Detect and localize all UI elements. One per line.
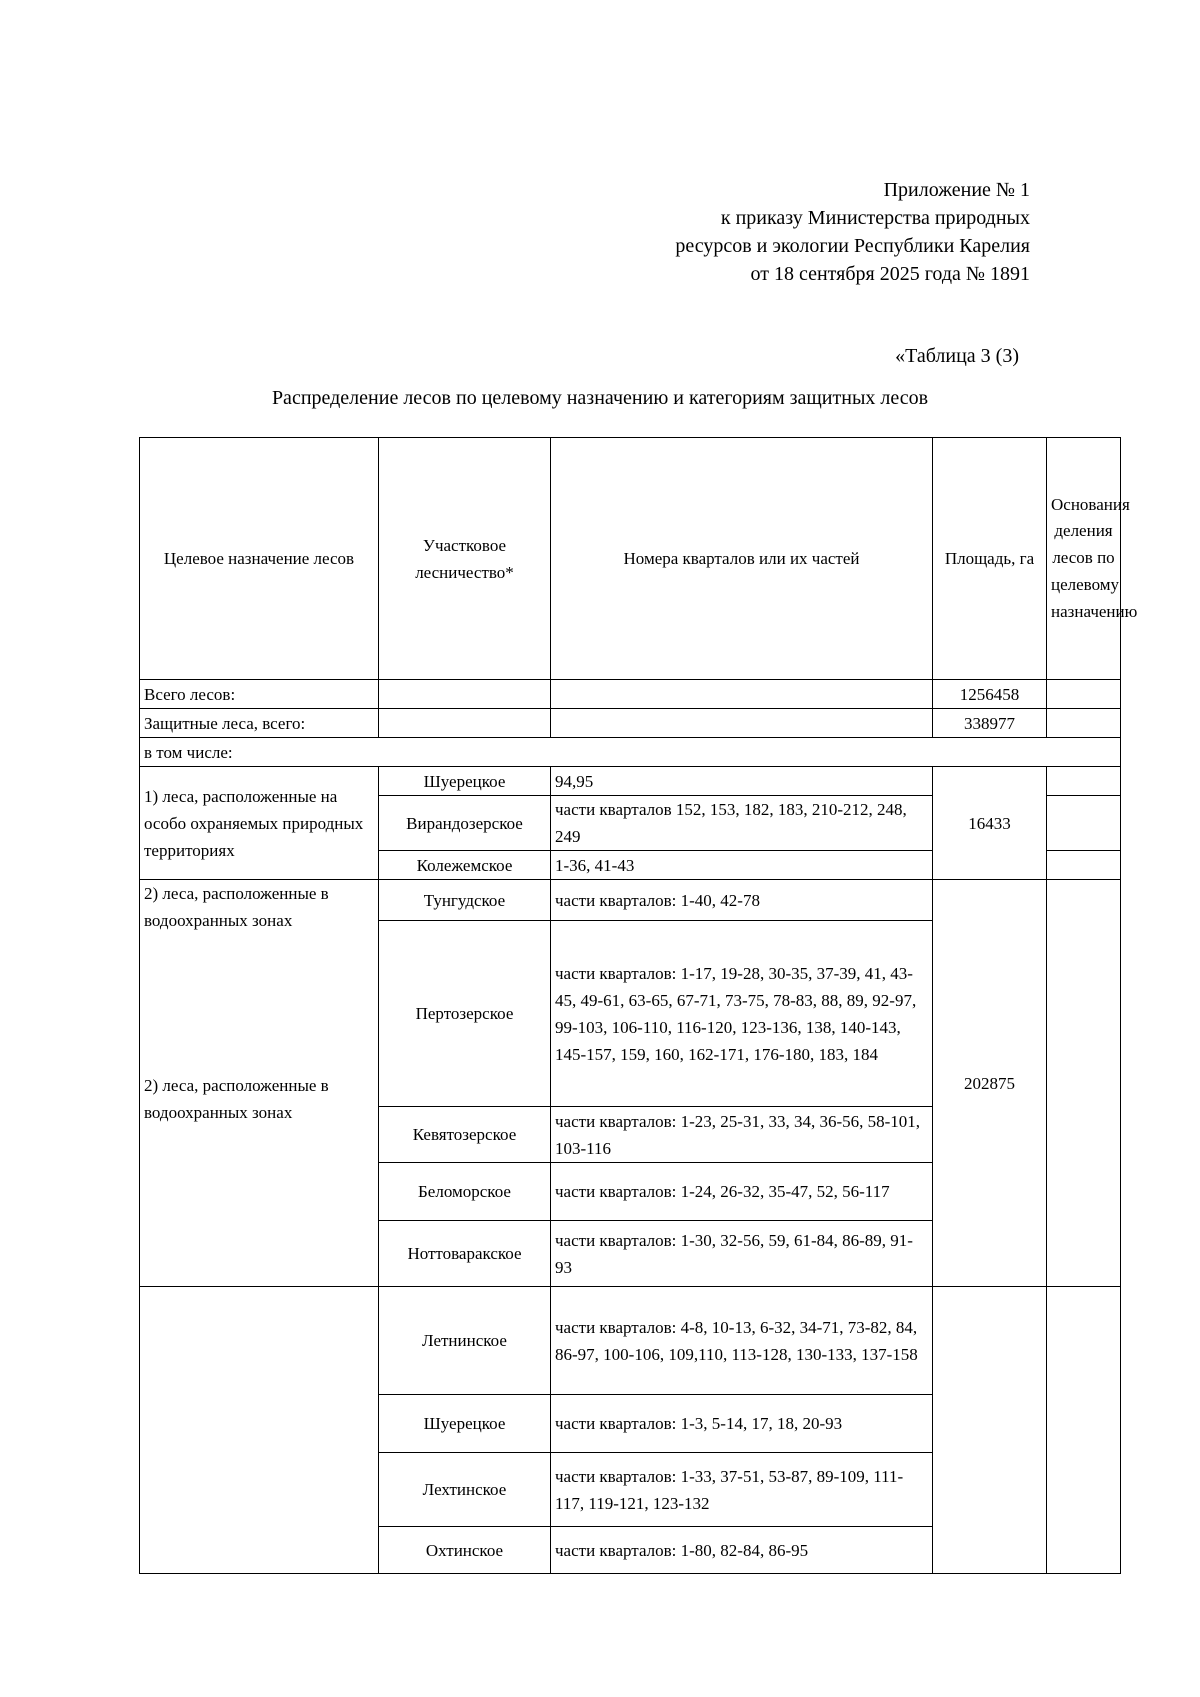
col-header-basis: Основания деления лесов по целевому назначению: [1047, 438, 1121, 680]
table-row: [140, 738, 1121, 767]
district-cell: Лехтинское: [379, 1453, 551, 1527]
table-row: [140, 709, 1121, 738]
col-header-quarters: Номера кварталов или их частей: [551, 438, 933, 680]
quarters-cell: части кварталов: 1-33, 37-51, 53-87, 89-109, 111-117, 119-121, 123-132: [551, 1453, 933, 1527]
category-water-protection-label: 2) леса, расположенные в водоохранных зонах: [144, 884, 329, 930]
area-cell-group2: 202875: [933, 880, 1047, 1287]
table-header-row: [140, 438, 1121, 680]
appendix-line-2: к приказу Министерства природных: [720, 207, 1030, 229]
district-cell: Вирандозерское: [379, 796, 551, 851]
quarters-cell: части кварталов: 1-3, 5-14, 17, 18, 20-93: [551, 1395, 933, 1453]
category-water-protection: [140, 880, 379, 1287]
col-header-district: Участковое лесничество*: [379, 438, 551, 680]
table-row: [140, 680, 1121, 709]
district-cell: Кевятозерское: [379, 1107, 551, 1163]
table-title: Распределение лесов по целевому назначению и категориям защитных лесов: [271, 387, 929, 409]
category-water-protection-repeat: 2) леса, расположенные в водоохранных зонах: [144, 1076, 329, 1122]
appendix-line-1: Приложение № 1: [883, 179, 1030, 201]
col-header-area: Площадь, га: [933, 438, 1047, 680]
col-header-purpose: Целевое назначение лесов: [140, 438, 379, 680]
quarters-cell: части кварталов: 1-40, 42-78: [551, 880, 933, 921]
forest-distribution-table: [139, 437, 1138, 1574]
appendix-line-4: от 18 сентября 2025 года № 1891: [750, 263, 1030, 285]
total-label: Всего лесов:: [140, 680, 379, 709]
appendix-line-3: ресурсов и экологии Республики Карелия: [675, 235, 1030, 257]
district-cell: Шуерецкое: [379, 767, 551, 796]
table-row: [140, 767, 1121, 796]
district-cell: Ноттоваракское: [379, 1221, 551, 1287]
protective-label: Защитные леса, всего:: [140, 709, 379, 738]
district-cell: Летнинское: [379, 1287, 551, 1395]
quarters-cell: части кварталов 152, 153, 182, 183, 210-212, 248, 249: [551, 796, 933, 851]
appendix-header: [675, 176, 1030, 288]
district-cell: Пертозерское: [379, 921, 551, 1107]
quarters-cell: 94,95: [551, 767, 933, 796]
district-cell: Охтинское: [379, 1527, 551, 1574]
quarters-cell: части кварталов: 1-80, 82-84, 86-95: [551, 1527, 933, 1574]
quarters-cell: части кварталов: 1-24, 26-32, 35-47, 52, 56-117: [551, 1163, 933, 1221]
district-cell: Колежемское: [379, 851, 551, 880]
district-cell: Шуерецкое: [379, 1395, 551, 1453]
quarters-cell: части кварталов: 1-30, 32-56, 59, 61-84, 86-89, 91-93: [551, 1221, 933, 1287]
quarters-cell: 1-36, 41-43: [551, 851, 933, 880]
district-cell: Беломорское: [379, 1163, 551, 1221]
district-cell: Тунгудское: [379, 880, 551, 921]
quarters-cell: части кварталов: 1-23, 25-31, 33, 34, 36-56, 58-101, 103-116: [551, 1107, 933, 1163]
quarters-cell: части кварталов: 4-8, 10-13, 6-32, 34-71, 73-82, 84, 86-97, 100-106, 109,110, 113-128, 130-133, 137-158: [551, 1287, 933, 1395]
protective-value: 338977: [933, 709, 1047, 738]
including-label: в том числе:: [140, 738, 1121, 767]
quarters-cell: части кварталов: 1-17, 19-28, 30-35, 37-39, 41, 43-45, 49-61, 63-65, 67-71, 73-75, 78-83, 88, 89, 92-97, 99-103, 106-110, 116-120, 123-136, 138, 140-143, 145-157, 159, 160, 162-171, 176-180, 183, 184: [551, 921, 933, 1107]
table-row: [140, 1287, 1121, 1395]
table-label: «Таблица 3 (3): [895, 345, 1019, 367]
category-protected-areas: 1) леса, расположенные на особо охраняемых природных территориях: [140, 767, 379, 880]
total-value: 1256458: [933, 680, 1047, 709]
table-row: [140, 880, 1121, 921]
area-cell-group1: 16433: [933, 767, 1047, 880]
